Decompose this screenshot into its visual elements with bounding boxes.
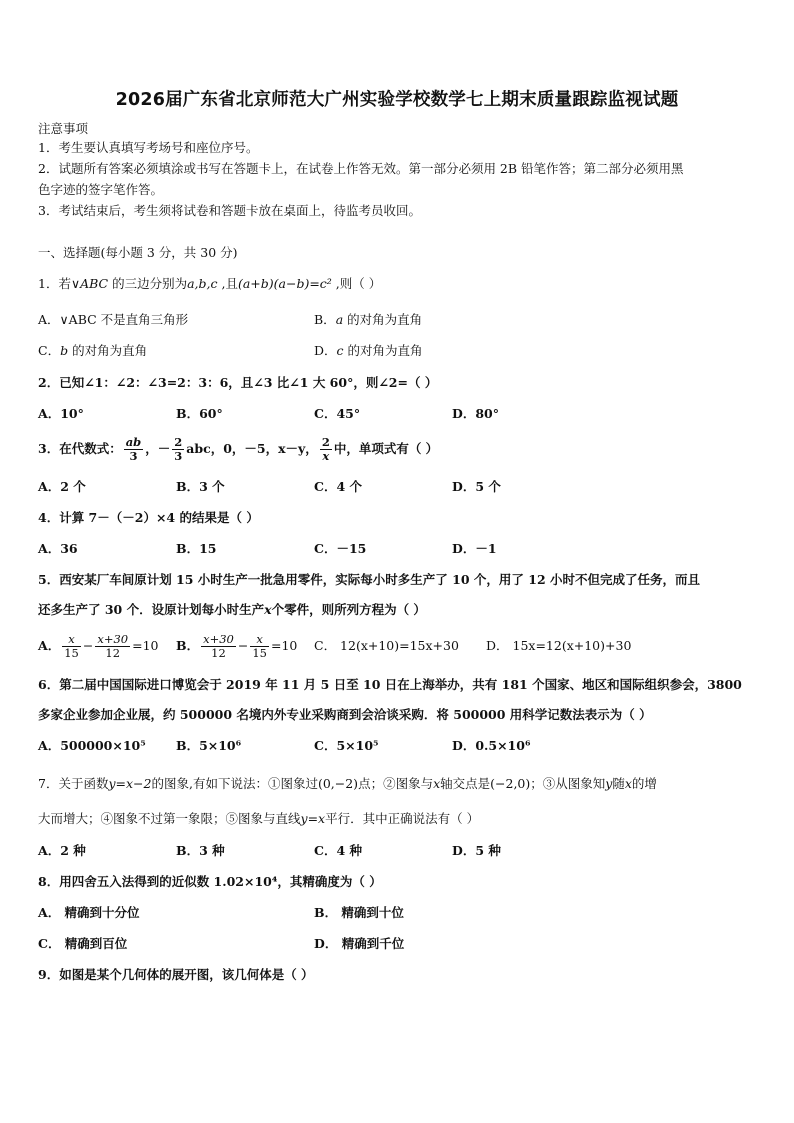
q3-option-b: B．3 个 [176, 479, 225, 494]
q8-option-c: C． 精确到百位 [38, 936, 128, 951]
q1-condition: (a+b)(a−b)=c² [237, 276, 332, 291]
notice-item-3: 3．考试结束后，考生须将试卷和答题卡放在桌面上，待监考员收回。 [38, 203, 421, 218]
notice-item-1: 1．考生要认真填写考场号和座位序号。 [38, 140, 259, 155]
question-1-stem [38, 276, 381, 292]
q2-option-c: C．45° [314, 406, 361, 421]
question-5-line-2: 还多生产了 30 个．设原计划每小时生产x个零件，则所列方程为（ ） [38, 602, 426, 617]
q3-fraction-2: $\frac{2}{3}$ [174, 435, 183, 463]
q1-pre: 1．若 [38, 276, 71, 291]
question-3-stem: 3．在代数式： $\frac{ab}{3}$ ，－ $\frac{2}{3}$ abc，0，－5，x－y， $\frac{2}{x}$ 中，单项式有（ ） [38, 435, 439, 463]
q2-option-b: B．60° [176, 406, 223, 421]
q1-option-c: C．b 的对角为直角 [38, 343, 148, 358]
q6-option-c: C．5×10⁵ [314, 738, 379, 753]
q3-option-a: A．2 个 [38, 479, 86, 494]
q1-cond-pre: ,且 [217, 276, 238, 291]
notice-item-2: 2．试题所有答案必须填涂或书写在答题卡上，在试卷上作答无效。第一部分必须用 2B 铅笔作答；第二部分必须用黑 [38, 161, 684, 176]
q1-option-b: B．a 的对角为直角 [314, 312, 423, 327]
q8-option-a: A． 精确到十分位 [38, 905, 140, 920]
q2-option-a: A．10° [38, 406, 84, 421]
question-4-stem: 4．计算 7－（－2）×4 的结果是（ ） [38, 510, 259, 525]
q6-option-a: A．500000×10⁵ [38, 738, 146, 753]
question-5-line-1: 5．西安某厂车间原计划 15 小时生产一批急用零件，实际每小时多生产了 10 个，用了 12 小时不但完成了任务，而且 [38, 572, 700, 587]
q5-option-a: A． $\frac{x}{15}$ − $\frac{x+30}{12}$ =10 [38, 632, 159, 660]
question-7-line-1: 7．关于函数y=x−2的图象,有如下说法：①图象过(0,−2)点；②图象与x轴交点是(−2,0)；③从图象知y随x的增 [38, 776, 657, 791]
exam-title: 2026届广东省北京师范大广州实验学校数学七上期末质量跟踪监视试题 [115, 90, 679, 110]
q5-option-c: C． 12(x+10)=15x+30 [314, 638, 459, 653]
q7-option-c: C．4 种 [314, 843, 362, 858]
q1-triangle: ∨ABC [70, 276, 109, 291]
q2-option-d: D．80° [452, 406, 499, 421]
q3-option-c: C．4 个 [314, 479, 362, 494]
question-7-line-2: 大而增大；④图象不过第一象限；⑤图象与直线y=x平行．其中正确说法有（ ） [38, 811, 480, 826]
q4-option-d: D．－1 [452, 541, 497, 556]
q4-option-a: A．36 [38, 541, 78, 556]
question-8-stem: 8．用四舍五入法得到的近似数 1.02×10⁴，其精确度为（ ） [38, 874, 382, 889]
notice-heading: 注意事项 [38, 121, 89, 136]
q8-option-d: D． 精确到千位 [314, 936, 405, 951]
q4-option-c: C．－15 [314, 541, 367, 556]
notice-item-2-cont: 色字迹的签字笔作答。 [38, 182, 164, 197]
q7-option-d: D．5 种 [452, 843, 501, 858]
q3-fraction-1: $\frac{ab}{3}$ [125, 435, 142, 463]
question-9-stem: 9．如图是某个几何体的展开图，该几何体是（ ） [38, 967, 314, 982]
q1-option-d: D．c 的对角为直角 [314, 343, 423, 358]
q7-option-b: B．3 种 [176, 843, 225, 858]
section-heading: 一、选择题(每小题 3 分，共 30 分) [38, 245, 238, 260]
question-6-line-2: 多家企业参加企业展，约 500000 名境内外专业采购商到会洽谈采购．将 500000 用科学记数法表示为（ ） [38, 707, 652, 722]
q1-post: ,则（ ） [331, 276, 382, 291]
q4-option-b: B．15 [176, 541, 217, 556]
q5-option-d: D． 15x=12(x+10)+30 [486, 638, 632, 653]
q1-mid: 的三边分别为 [108, 276, 188, 291]
q1-sides: a,b,c [187, 276, 218, 291]
q1-option-a: A．∨ABC 不是直角三角形 [38, 312, 189, 327]
q3-fraction-3: $\frac{2}{x}$ [321, 435, 330, 463]
question-6-line-1: 6．第二届中国国际进口博览会于 2019 年 11 月 5 日至 10 日在上海举办，共有 181 个国家、地区和国际组织参会，3800 [38, 677, 742, 692]
q6-option-d: D．0.5×10⁶ [452, 738, 531, 753]
q8-option-b: B． 精确到十位 [314, 905, 404, 920]
q6-option-b: B．5×10⁶ [176, 738, 242, 753]
q5-option-b: B． $\frac{x+30}{12}$ − $\frac{x}{15}$ =10 [176, 632, 298, 660]
q7-option-a: A．2 种 [38, 843, 86, 858]
question-2-stem: 2．已知∠1：∠2：∠3=2：3：6，且∠3 比∠1 大 60°，则∠2=（ ） [38, 375, 438, 390]
q3-option-d: D．5 个 [452, 479, 501, 494]
